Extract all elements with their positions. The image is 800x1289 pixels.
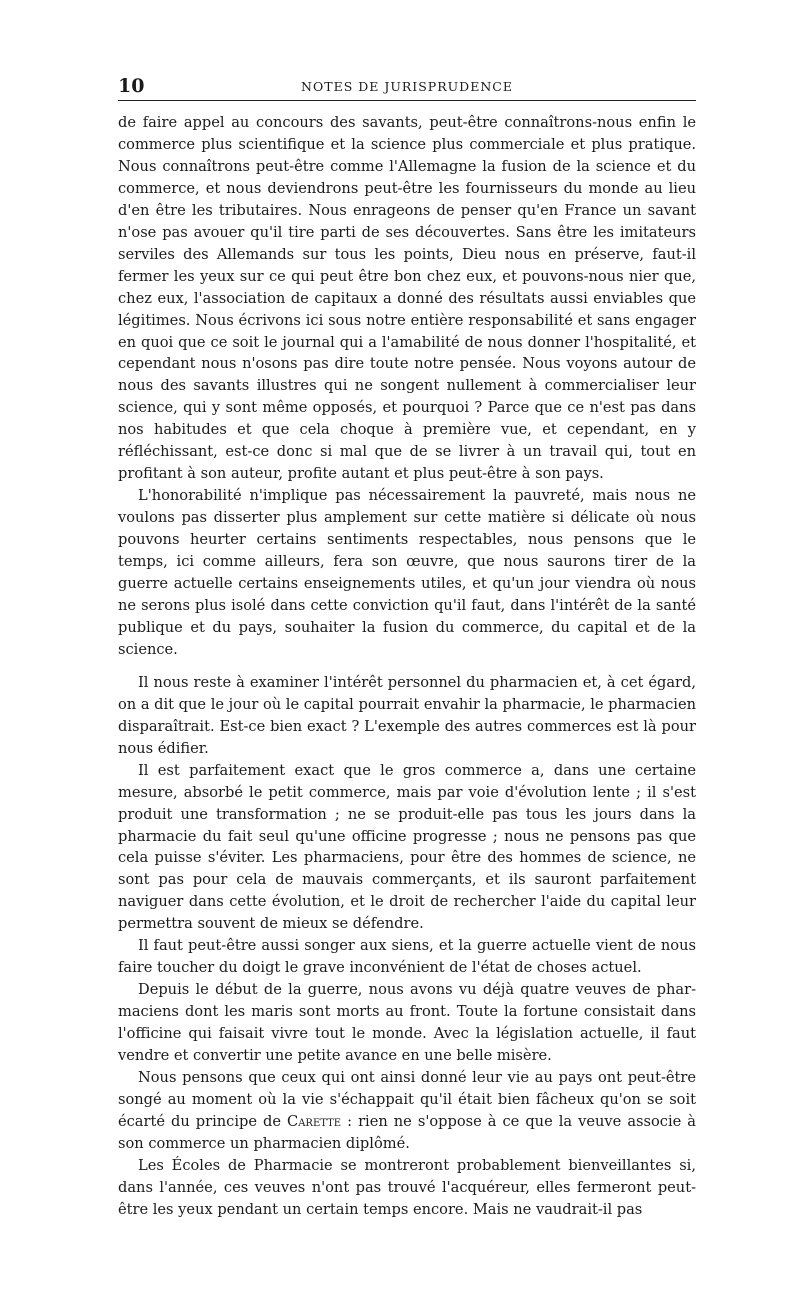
paragraph-2: L'honorabilité n'implique pas nécessairement la pauvreté, mais nous ne voulons pas disserter plus amplement sur cette matière si délicate où nous pouvons heurter certains sentiments respectables, nous pensons que le temps, ici comme ailleurs, fera son œuvre, que nous saurons tirer de la guerre actuelle certains enseignements utiles, et qu'un jour viendra où nous ne serons plus isolé dans cette conviction qu'il faut, dans l'intérêt de la santé publique et du pays, souhaiter la fusion du commerce, du capital et de la science. — [118, 487, 696, 658]
paragraph-5: Il faut peut-être aussi songer aux siens, et la guerre actuelle vient de nous faire toucher du doigt le grave inconvénient de l'état de choses actuel. — [118, 937, 696, 977]
paragraph-7-part-2: : rien ne s'oppose à ce que la veuve associe à son commerce un pharmacien diplômé. — [118, 1112, 697, 1152]
running-title: NOTES DE JURISPRUDENCE — [301, 79, 513, 94]
document-page — [118, 74, 696, 1221]
paragraph-8: Les Écoles de Pharmacie se montreront probablement bienveillantes si, dans l'année, ces veuves n'ont pas trouvé l'acquéreur, elles fermeront peut-être les yeux pendant un certain temps encore. Mais ne vaudrait-il pas — [118, 1156, 696, 1218]
paragraph-7 — [118, 1067, 696, 1155]
paragraph-7-part-1: Nous pensons que ceux qui ont ainsi donné leur vie au pays ont peut-être songé au moment où la vie s'échappait qu'il était bien fâcheux qu'on se soit écarté du principe de — [118, 1068, 696, 1130]
paragraph-1: de faire appel au concours des savants, peut-être connaîtrons-nous enfin le commerce plus scientifique et la science plus commerciale et plus pratique. Nous connaîtrons peut-être comme l'Allemagne la fusion de la science et du commerce, et nous deviendrons peut-être les fournisseurs du monde au lieu d'en être les tributaires. Nous enrageons de penser qu'en France un savant n'ose pas avouer qu'il tire parti de ses découvertes. Sans être les imitateurs serviles des Allemands sur tous les points, Dieu nous en préserve, faut-il fermer les yeux sur ce qui peut être bon chez eux, et pouvons-nous nier que, chez eux, l'association de capitaux a donné des résultats aussi enviables que légitimes. Nous écrivons ici sous notre entière responsabilité et sans engager en quoi que ce soit le journal qui a l'amabilité de nous donner l'hospitalité, et cependant nous n'osons pas dire toute notre pensée. Nous voyons autour de nous des savants illustres qui ne songent nullement à commercialiser leur science, qui y sont même opposés, et pourquoi ? Parce que ce n'est pas dans nos habitudes et que cela choque à première vue, et cependant, en y réfléchissant, est-ce donc si mal que de se livrer à un travail qui, tout en profitant à son auteur, profite autant et plus peut-être à son pays. — [118, 114, 696, 483]
author-name-carette: Carette — [287, 1112, 342, 1130]
paragraph-4: Il est parfaitement exact que le gros commerce a, dans une certaine mesure, absorbé le petit commerce, mais par voie d'évolution lente ; il s'est produit une transformation ; ne se produit-elle pas tous les jours dans la pharmacie du fait seul qu'une officine progresse ; nous ne pensons pas que cela puisse s'éviter. Les pharmaciens, pour être des hommes de science, ne sont pas pour cela de mauvais commerçants, et ils sauront parfaitement naviguer dans cette évolution, et le droit de rechercher l'aide du capital leur permettra souvent de mieux se défendre. — [118, 761, 696, 933]
body-text — [118, 112, 696, 1221]
paragraph-3: Il nous reste à examiner l'intérêt personnel du pharmacien et, à cet égard, on a dit que le jour où le capital pourrait envahir la pharmacie, le pharmacien disparaîtrait. Est-ce bien exact ? L'exemple des autres commerces est là pour nous édifier. — [118, 673, 696, 757]
page-number: 10 — [118, 75, 145, 97]
page-header — [118, 74, 696, 101]
paragraph-6: Depuis le début de la guerre, nous avons vu déjà quatre veuves de pharmaciens dont les maris sont morts au front. Toute la fortune consistait dans l'officine qui faisait vivre tout le monde. Avec la législation actuelle, il faut vendre et convertir une petite avance en une belle misère. — [118, 981, 696, 1065]
